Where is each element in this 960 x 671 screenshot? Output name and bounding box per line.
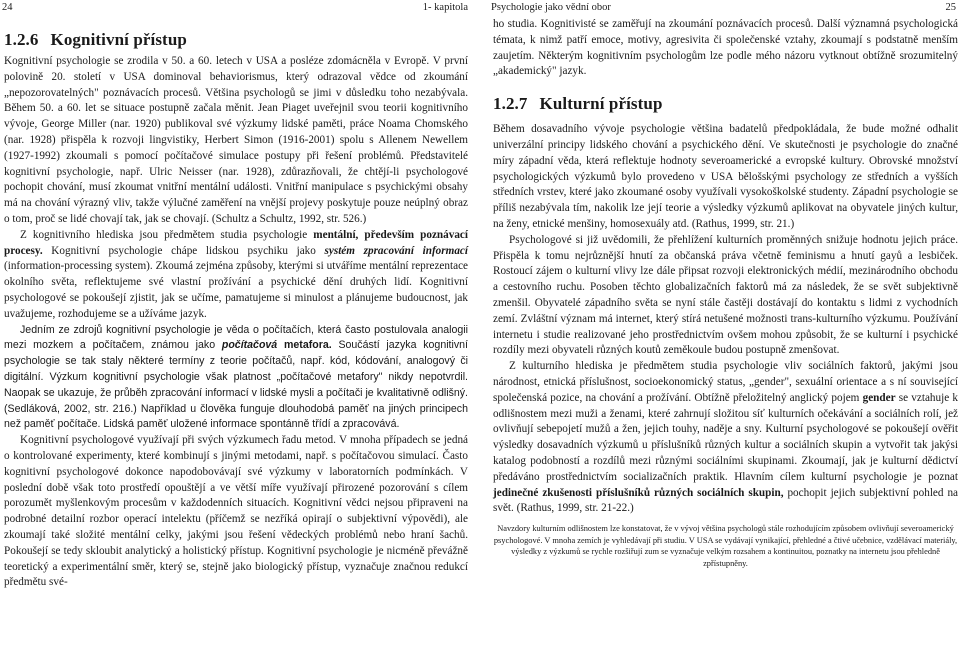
section-heading: [0, 30, 470, 50]
running-head: 1- kapitola: [422, 2, 468, 13]
page-header: [489, 1, 960, 15]
paragraph: Psychologové si již uvědomili, že přehlížení kulturních proměnných snižuje hodnotu jejich práce. Přispěla k tomu nejrůznější hnutí za občanská práva včetně feminismu a hnutí gayů a lesbiček. Rostoucí zájem o kulturní vlivy lze dále připsat rozvoji elektronických médií, mezinárodního obchodu a cestovního ruchu. Posoben těchto globalizačních faktorů má za následek, že se svět subjektivně zmenšil. Obyvatelé západního světa se nyní stále častěji dostávají do kontaktu s lidmi z vychodních zemí. Zvláštní význam má internet, který stírá netušené možnosti trans-kulturního výzkumu. Používání internetu i studie realizované jeho prostřednictvím ovšem mohou způsobit, že se kulturní i psychické rozdíly mezi obyvateli různých koutů zeměkoule budou postupně zmenšovat.: [493, 233, 958, 357]
section-title: Kognitivní přístup: [50, 30, 187, 49]
right-page: [489, 0, 960, 671]
paragraph: Z kulturního hlediska je předmětem studia psychologie vliv sociálních faktorů, jakými jsou národnost, etnická příslušnost, socioekonomický status, „gender", sexuální orientace a s ní související společenská pozice, na chování a prožívání. Obtížně přeložitelný anglický pojem gender se vztahuje k odlišnostem mezi muži a ženami, které zahrnují složitou síť kulturních očekávání a sociálních rolí, jež ovlivňují sebepojetí mužů a žen, jejich touhy, naděje a sny. Kulturní psychologové se pokoušejí ověřit výsledky dosavadních výzkumů u příslušníků různých kultur a sociálních skupin a vytvořit tak jakýsi katalog podobností a rozdílů mezi různými sociálními skupinami. Zkoumají, jak je kulturní dědictví předáváno prostřednictvím socializačních praktik. Hlavním cílem kulturní psychologie je poznat jedinečné zkušenosti příslušníků různých sociálních skupin, pochopit jejich subjektivní pohled na svět. (Rathus, 1999, str. 21-22.): [493, 360, 959, 515]
page-number: 25: [945, 2, 956, 13]
running-head: Psychologie jako vědní obor: [491, 2, 611, 13]
paragraph: Kognitivní psychologie se zrodila v 50. a 60. letech v USA a posléze zdomácněla v Evropě. V první polovině 20. století v USA dominoval behaviorismus, který odrazoval vědce od zkoumání „nepozorovatelných" poznávacích procesů. Většina psychologů se jimi v důsledku toho nezabývala. Během 50. a 60. let se situace postupně začala měnit. Jean Piaget uveřejnil svou teorii kognitivního vývoje, George Miller (nar. 1920) publikoval své výzkumy lidské paměti, práce Noama Chomského (nar. 1928) přispěla k rozvoji lingvistiky, Herbert Simon (1916-2001) spolu s Allenem Newellem (1927-1992) zkoumali s pomocí počítačové simulace postupy při řešení problémů. Představitelé kognitivní psychologie, např. Ulric Neisser (nar. 1928), zdůrazňovali, že chtějí-li psychologové pochopit chování, musí zkoumat vnitřní mentální události. Vnitřní manipulace s psychickými obsahy má na chování výrazný vliv, takže výlučné zaměření na vnější projevy poskytuje pouze neúplný obraz o tom, proč se lidé chovají tak, jak se chovají. (Schultz a Schultz, 1992, str. 526.): [4, 55, 468, 225]
left-page: [0, 0, 470, 671]
page-header: [0, 1, 470, 15]
section-number: 1.2.6: [4, 30, 39, 49]
page-number: 24: [2, 2, 13, 13]
paragraph: Během dosavadního vývoje psychologie většina badatelů předpokládala, že bude možné odhalit univerzální principy lidského chování a psychického dění. Ve skutečnosti je psychologie do značné míry západní věda, která reflektuje hodnoty severoamerické a evropské kultury. Obrovské množství psychologických výzkumů bylo provedeno v USA bělošskými psychology ze středních a vyšších středních vrstev, které jako zkoumané osoby využívali vysokoškolské studenty. Západní psychologie se příliš nezabývala tím, nakolik lze její teorie a výsledky výzkumů aplikovat na obyvatele jiných kultur, na ženy, etnické menšiny, homosexuály atd. (Rathus, 1999, str. 21.): [493, 123, 958, 230]
section-heading: [489, 94, 960, 114]
paragraph: Z kognitivního hlediska jsou předmětem studia psychologie mentální, především poznávací procesy. Kognitivní psychologie chápe lidskou psychiku jako systém zpracování informací (information-processing system). Zkoumá zejména způsoby, kterými si utváříme mentální reprezentace okolního světa, reflektujeme své vlastní prožívání a psychické dění druhých lidí. Kognitivní psychologové se pokoušejí zjistit, jak se učíme, pamatujeme si minulost a plánujeme budoucnost, jak uvažujeme, rozhodujeme se a užíváme jazyk.: [4, 228, 469, 320]
right-page-body: [489, 17, 960, 569]
section-number: 1.2.7: [493, 94, 528, 114]
footnote: Navzdory kulturním odlišnostem lze konstatovat, že v vývoj většina psychologů stále rozhodujícím způsobem ovlivňují severoamerický psychologové. V mnoha zemích je vyhledávají při studiu. V USA se vydávají vynikající, přehledné a čtivé učebnice, vzdělávací materiály, výsledky z výzkumů se rychle rozšiřují zum se vyznačuje velkým rozsahem a kontinuitou, poznatky na internetu jsou přehledně zpřístupněny.: [493, 524, 958, 568]
paragraph: ho studia. Kognitivisté se zaměřují na zkoumání poznávacích procesů. Další významná psychologická témata, k nimž patří emoce, motivy, agresivita či společenské vztahy, zkoumají s podstatně menším zaujetím. Některým kognitivním psychologům lze podle mého názoru vytknout obtížně srozumitelný „akademický" jazyk.: [493, 18, 958, 78]
paragraph: Kognitivní psychologové využívají při svých výzkumech řadu metod. V mnoha případech se jedná o kontrolované experimenty, které kombinují s jinými metodami, např. s počítačovou simulací. Často kognitivní psychologové dokonce napodobovávají své výzkumy v laboratorních podmínkách. V poslední době však toto prostředí opouštějí a ve větší míře využívají přirozené pozorování s cílem porozumět myšlenkovým procesům v každodenních situacích. Kognitivní vědci nejsou připraveni na podrobné detailní rozbor operací intelektu (příčemž se nezříká opirají o subjektivní výpovědi), ale zkoumají také složité mentální celky, jakými jsou řešení vědeckých problémů nebo hraní šachů. Pokoušejí se tedy skloubit analytický a holistický přístup. Kognitivní psychologie je nicméně převážně teoretický a experimentální směr, který se, stejně jako biologický přístup, vyznačuje značnou redukcí předmětu své-: [4, 434, 468, 589]
section-title: Kulturní přístup: [539, 94, 663, 114]
paragraph: Jedním ze zdrojů kognitivní psychologie je věda o počítačích, která často postulovala analogii mezi mozkem a počítačem, známou jako počítačová metafora. Součástí jazyka kognitivní psychologie se tak staly některé termíny z teorie počítačů, např. kód, kódování, analogový či digitální. Výzkum kognitivní psychologie však platnost „počítačové metafory" nikdy nepotvrdil. Naopak se ukazuje, že průběh zpracování informací v lidské mysli a počítači je kvalitativně odlišný. (Sedláková, 2002, str. 216.) Například u člověka funguje dlouhodobá paměť na jiných principech než paměť počítače. Lidská paměť uložené informace spontánně třídí a zpracovává.: [4, 323, 468, 431]
left-page-body: [0, 30, 470, 591]
